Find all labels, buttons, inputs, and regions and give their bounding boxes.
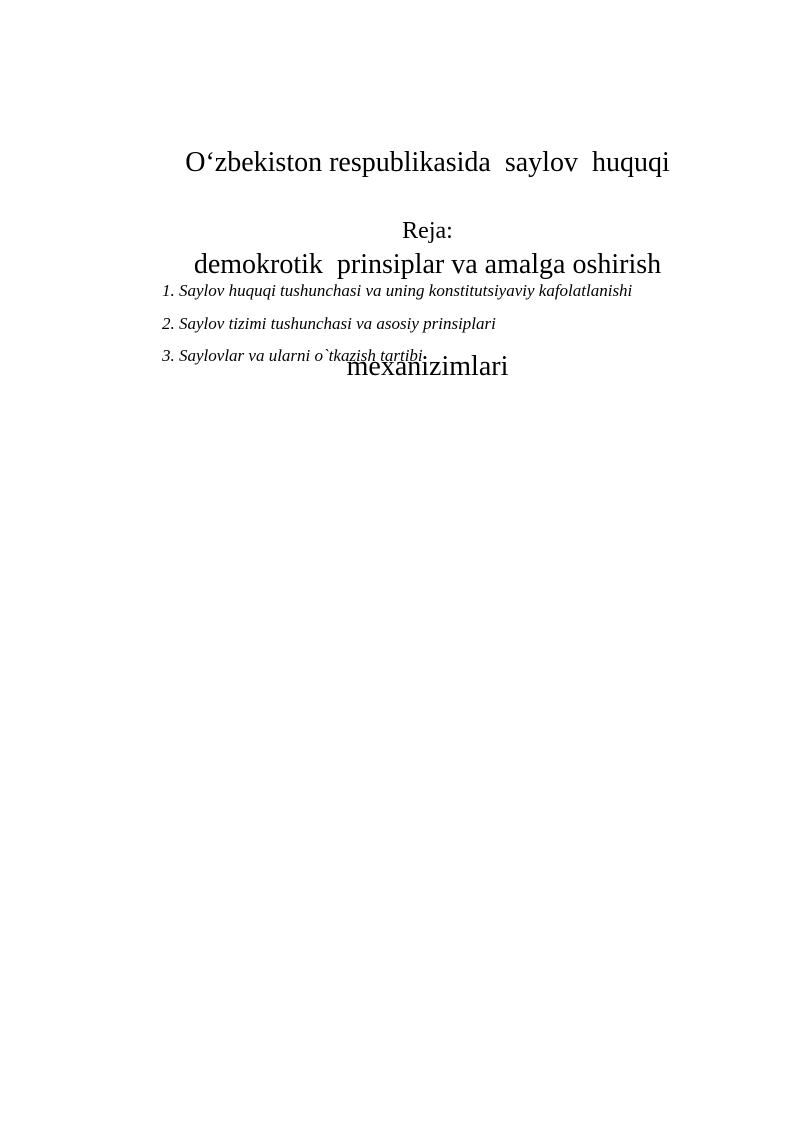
title-line: mexanizimlari bbox=[346, 351, 509, 382]
title-line: O‘zbekiston respublikasida saylov huquqi bbox=[185, 147, 670, 178]
document-title bbox=[120, 78, 735, 452]
plan-item: 2. Saylov tizimi tushunchasi va asosiy prinsiplari bbox=[162, 313, 496, 333]
plan-list bbox=[162, 281, 632, 379]
plan-item: 1. Saylov huquqi tushunchasi va uning konstitutsiyaviy kafolatlanishi bbox=[162, 281, 633, 300]
title-line: demokrotik prinsiplar va amalga oshirish bbox=[193, 249, 662, 280]
plan-heading: Reja: bbox=[402, 218, 453, 244]
plan-item: 3. Saylovlar va ularni o`tkazish tartibi bbox=[162, 346, 423, 365]
